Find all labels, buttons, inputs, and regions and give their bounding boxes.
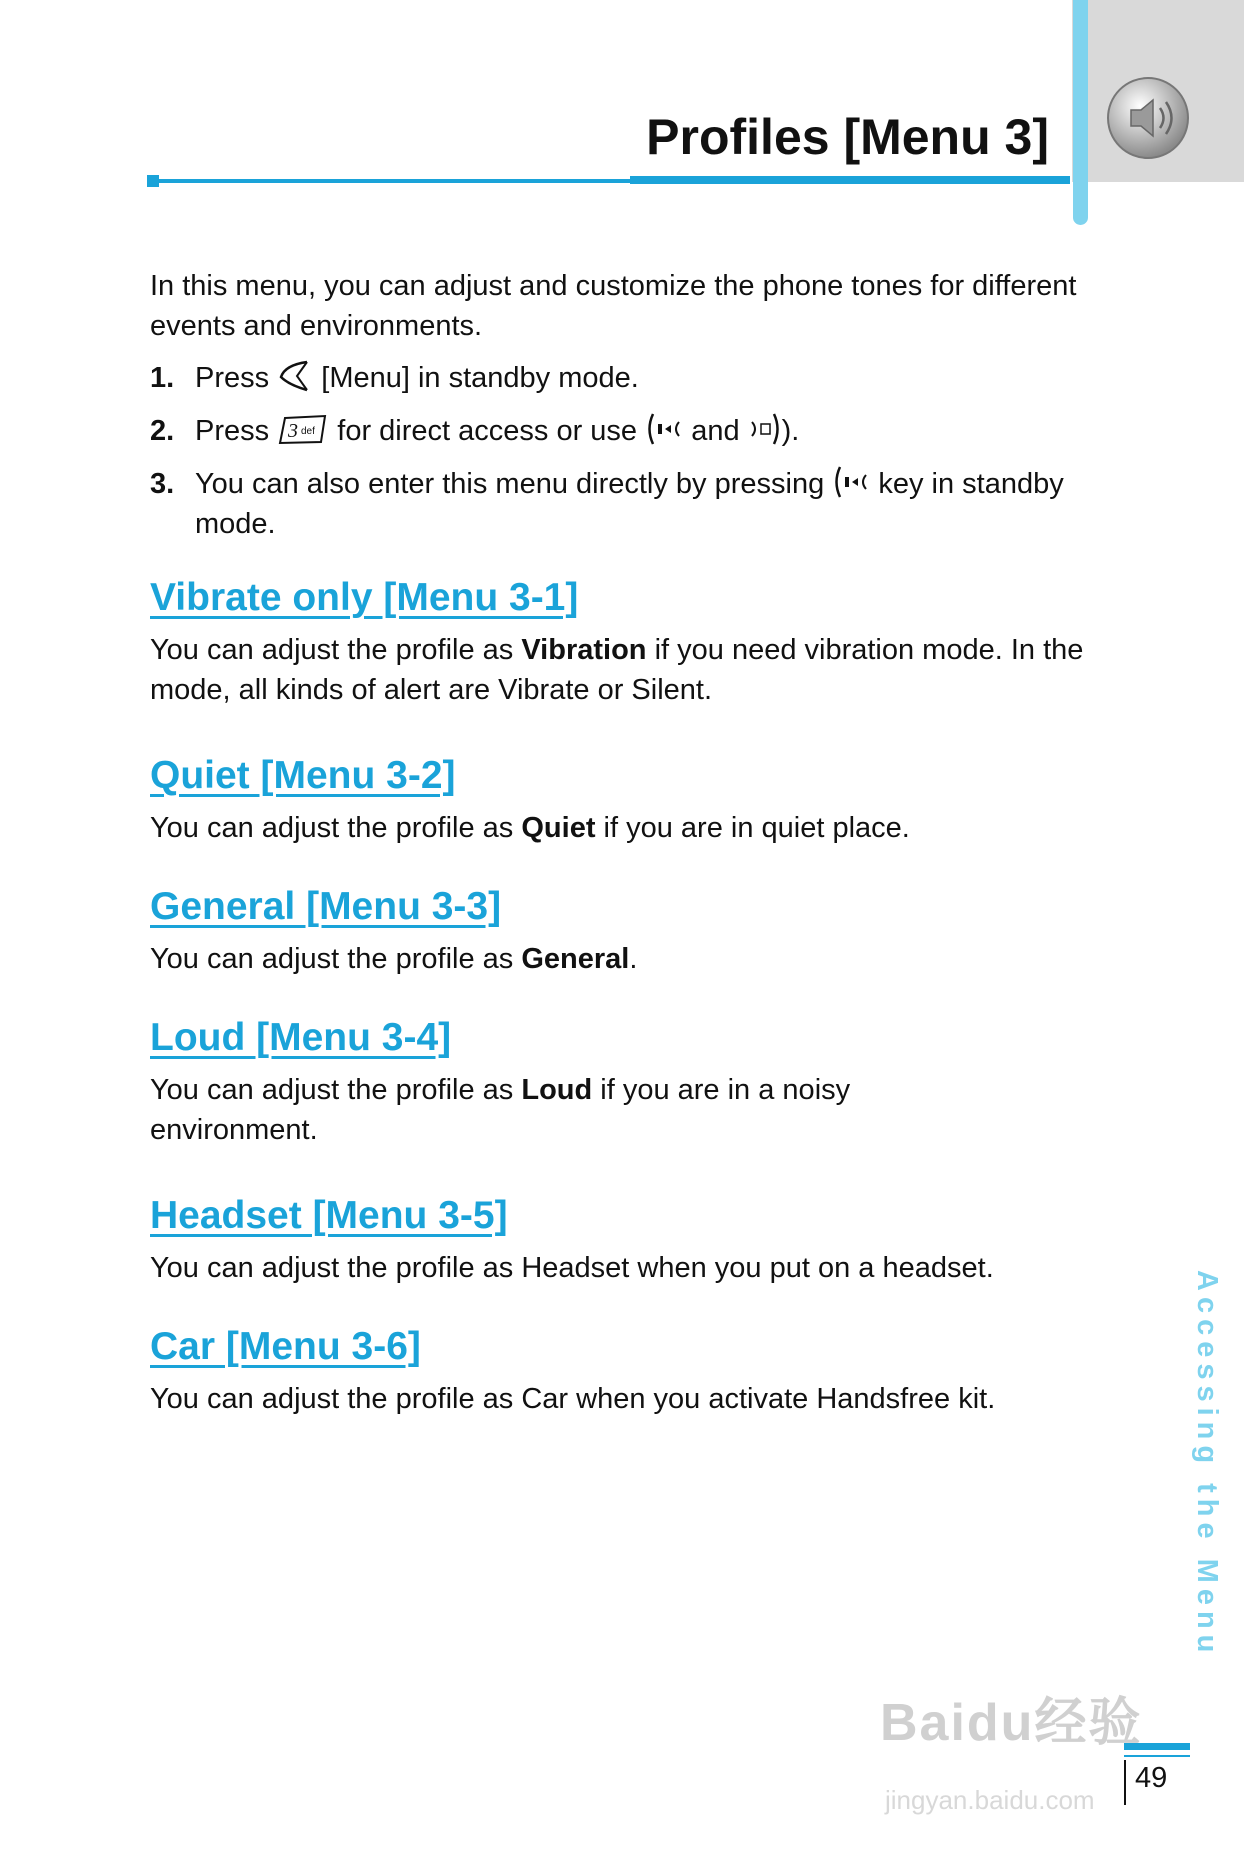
- section-car: [150, 1323, 1110, 1419]
- key-3-icon: [277, 412, 329, 446]
- section-heading: Car [Menu 3-6]: [150, 1325, 421, 1368]
- section-body: You can adjust the profile as Headset when you put on a headset.: [150, 1252, 994, 1284]
- speaker-icon: [1103, 73, 1193, 163]
- watermark-url: jingyan.baidu.com: [885, 1785, 1095, 1815]
- menu-soft-key-icon: [277, 359, 313, 393]
- nav-right-key-icon: [748, 412, 782, 446]
- section-general: [150, 883, 1110, 979]
- step-item: [150, 358, 1110, 398]
- step-text: Press: [195, 415, 270, 447]
- section-heading: Headset [Menu 3-5]: [150, 1194, 508, 1237]
- section-heading: Loud [Menu 3-4]: [150, 1016, 452, 1059]
- svg-text:def: def: [301, 426, 316, 437]
- title-rule-dot: [147, 175, 159, 187]
- section-body: You can adjust the profile as General.: [150, 943, 638, 975]
- title-rule-thick: [630, 176, 1070, 184]
- section-loud: [150, 1014, 1110, 1150]
- section-heading: Quiet [Menu 3-2]: [150, 754, 456, 797]
- watermark-logo: Baidu经验: [880, 1694, 1143, 1752]
- title-rule: [150, 179, 630, 183]
- section-heading: Vibrate only [Menu 3-1]: [150, 576, 579, 619]
- header-side-bar: [1073, 0, 1088, 225]
- section-heading: General [Menu 3-3]: [150, 885, 502, 928]
- step-text: You can also enter this menu directly by pressing: [195, 468, 825, 500]
- step-text: ).: [781, 415, 800, 447]
- step-text: and: [691, 415, 740, 447]
- page-content: [150, 266, 1110, 1419]
- step-text: for direct access or use: [337, 415, 638, 447]
- page-title: Profiles [Menu 3]: [646, 109, 1049, 165]
- page-number-bar: [1124, 1760, 1126, 1805]
- section-body: You can adjust the profile as Car when you activate Handsfree kit.: [150, 1383, 996, 1415]
- section-quiet: [150, 752, 1110, 848]
- intro-text: In this menu, you can adjust and customize the phone tones for different events and environments.: [150, 270, 1077, 342]
- step-item: [150, 411, 1110, 451]
- step-text: Press: [195, 362, 270, 394]
- section-body: You can adjust the profile as Loud if you are in a noisy environment.: [150, 1074, 851, 1146]
- section-vibrate-only: [150, 574, 1110, 710]
- nav-left-key-icon: [832, 465, 870, 499]
- side-section-label: Accessing the Menu: [1191, 1270, 1223, 1659]
- step-number: 3.: [150, 468, 175, 500]
- section-body: You can adjust the profile as Quiet if you are in quiet place.: [150, 812, 910, 844]
- step-text: key in standby mode.: [195, 468, 1064, 540]
- step-item: [150, 464, 1110, 544]
- section-headset: [150, 1192, 1110, 1288]
- step-number: 2.: [150, 415, 175, 447]
- step-text: [Menu] in standby mode.: [321, 362, 639, 394]
- page-number-rule-thin: [1124, 1755, 1190, 1757]
- section-body: You can adjust the profile as Vibration if you need vibration mode. In the mode, all kinds of alert are Vibrate or Silent.: [150, 634, 1084, 706]
- svg-text:3: 3: [288, 420, 299, 442]
- nav-left-key-icon: [645, 412, 683, 446]
- steps-list: [150, 358, 1110, 544]
- page-number: 49: [1135, 1762, 1168, 1794]
- step-number: 1.: [150, 362, 175, 394]
